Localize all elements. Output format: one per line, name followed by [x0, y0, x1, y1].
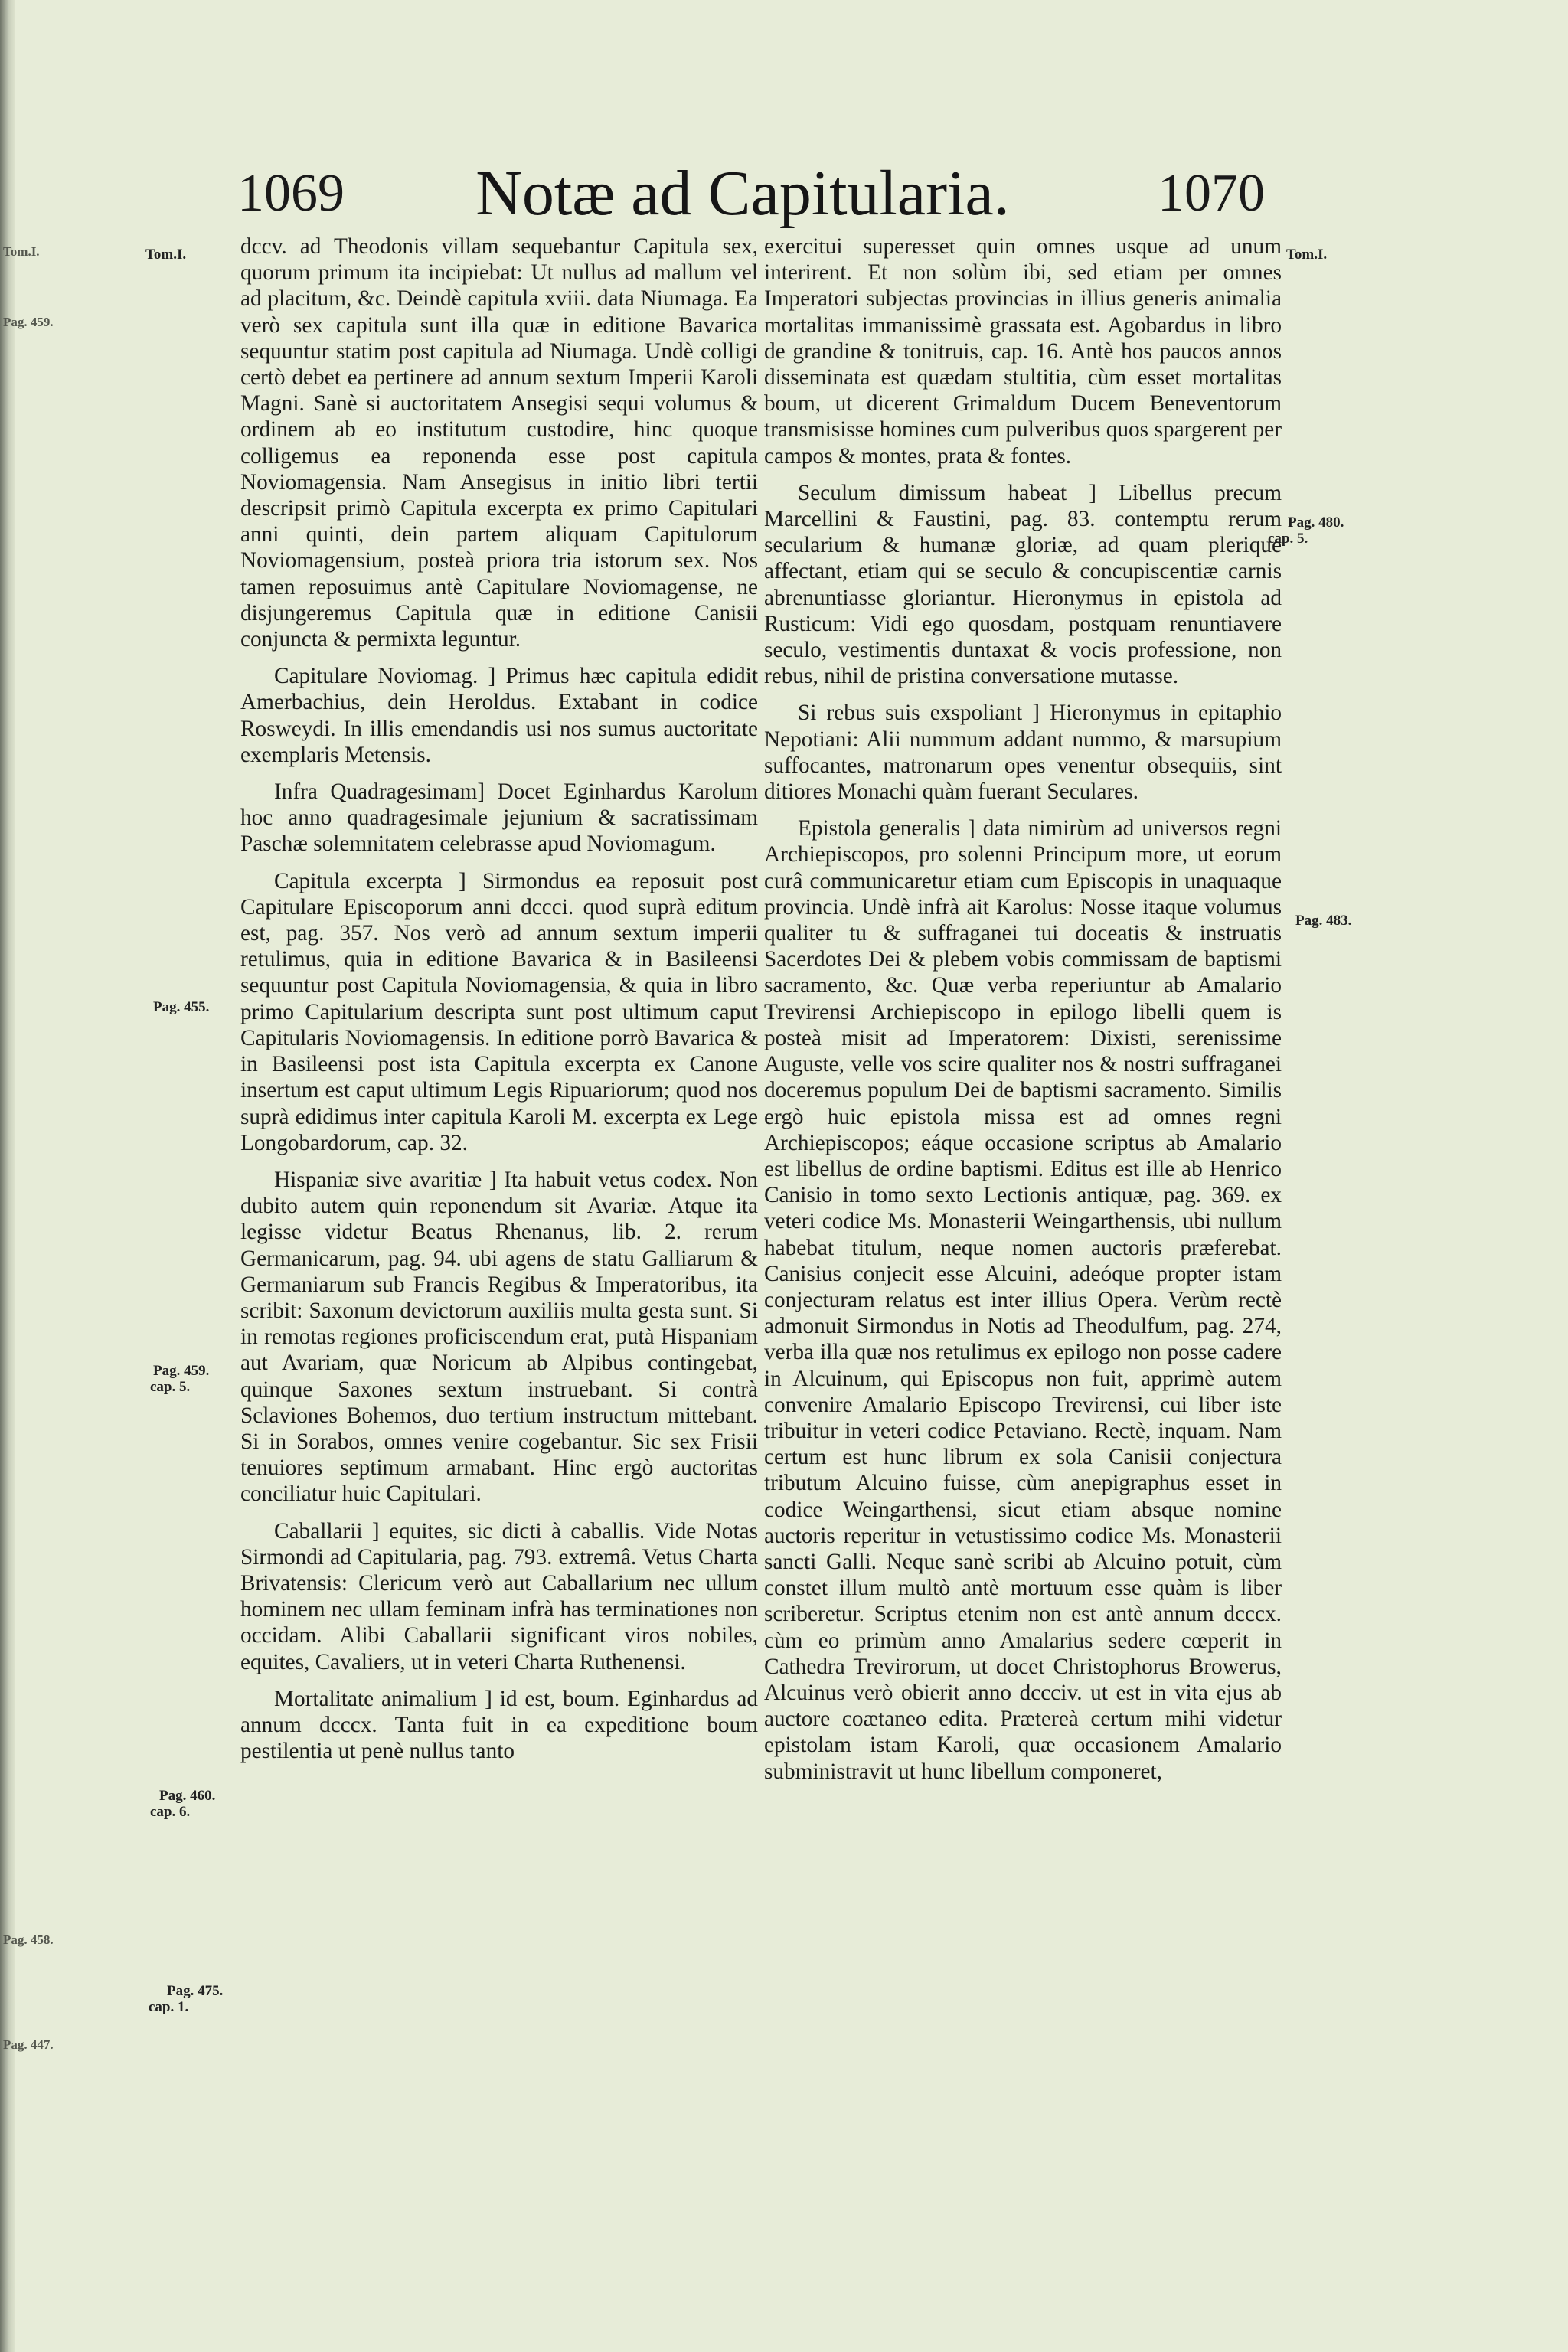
page-header — [0, 159, 1568, 236]
paragraph: Mortalitate animalium ] id est, boum. Eginhardus ad annum dcccx. Tanta fuit in ea expeditione boum pestilentia ut penè nullus tanto — [240, 1686, 758, 1764]
paragraph: Epistola generalis ] data nimirùm ad universos regni Archiepiscopos, pro solenni Principum more, ut eorum curâ communicaretur etiam cum Episcopis in unaquaque provincia. Undè infrà ait Karolus: Nosse itaque volumus qualiter tu & suffraganei tui doceatis & instruatis Sacerdotes Dei & plebem vobis commissam de baptismi sacramento, &c. Quæ verba reperiuntur ab Amalario Trevirensi Archiepiscopo in epilogo libelli quem is posteà misit ad Imperatorem: Dixisti, serenissime Auguste, velle vos scire qualiter nos & nostri suffraganei doceremus populum Dei de baptismi sacramento. Similis ergò huic epistola missa est ad omnes regni Archiepiscopos; eáque occasione scriptus ab Amalario est libellus de ordine baptismi. Editus est ille ab Henrico Canisio in tomo sexto Lectionis antiquæ, pag. 369. ex veteri codice Ms. Monasterii Weingarthensis, ubi nullum habebat titulum, neque nomen auctoris præferebat. Canisius conjecit esse Alcuini, adeóque propter istam conjecturam relatus est inter illius Opera. Verùm rectè admonuit Sirmondus in Notis ad Theodulfum, pag. 274, verba illa quæ nos retulimus ex epilogo non posse cadere in Alcuinum, qui Episcopus non fuit, apprimè autem convenire Amalario Episcopo Trevirensi, cui liber iste tribuitur in veteri codice Petaviano. Rectè, inquam. Nam certum est hunc librum ex sola Canisii conjectura tributum Alcuino fuisse, cùm anepigraphus esset in codice Weingarthensi, sicut etiam absque nomine auctoris reperitur in vetustissimo codice Ms. Monasterii sancti Galli. Neque sanè scribi ab Alcuino potuit, cùm constet illum multò antè mortuum esse quàm is liber scriberetur. Scriptus etenim non est antè annum dcccx. cùm eo primùm anno Amalarius sedere cœperit in Cathedra Trevirorum, ut docet Christophorus Browerus, Alcuinus verò obierit anno dccciv. ut est in vita ejus ab auctore coætaneo edita. Prætereà certum mihi videtur epistolam istam Karoli, quæ occasionem Amalario subministravit ut hunc libellum componeret, — [764, 816, 1282, 1784]
prev-margin-note: Pag. 447. — [3, 2037, 54, 2052]
margin-note-page: Pag. 455. — [153, 999, 210, 1015]
running-title: Notæ ad Capitularia. — [475, 158, 1010, 229]
margin-note-chapter: cap. 6. — [150, 1804, 191, 1820]
margin-note-page: Pag. 480. — [1288, 514, 1344, 531]
prev-margin-note: Tom.I. — [3, 244, 40, 259]
right-text-column — [764, 234, 1282, 1788]
paragraph: Caballarii ] equites, sic dicti à caballis. Vide Notas Sirmondi ad Capitularia, pag. 793. extremâ. Vetus Charta Brivatensis: Clericum verò aut Caballarium nec ullum hominem nec ullam feminam infrà has terminationes non occidam. Alibi Caballarii significant viros nobiles, equites, Cavaliers, ut in veteri Charta Ruthenensi. — [240, 1518, 758, 1674]
margin-note-chapter: cap. 5. — [150, 1379, 191, 1395]
margin-note-volume: Tom.I. — [1286, 247, 1328, 263]
prev-margin-note: Pag. 458. — [3, 1932, 54, 1947]
paragraph: exercitui superesset quin omnes usque ad unum interirent. Et non solùm ibi, sed etiam per omnes Imperatori subjectas provincias in illius generis animalia mortalitas immanissimè grassata est. Agobardus in libro de grandine & tonitruis, cap. 16. Antè hos paucos annos disseminata est quædam stultitia, cùm esset mortalitas boum, ut dicerent Grimaldum Ducem Beneventorum transmisisse homines cum pulveribus quos spargerent per campos & montes, prata & fontes. — [764, 234, 1282, 469]
margin-note-chapter: cap. 1. — [149, 1999, 189, 2015]
paragraph: Hispaniæ sive avaritiæ ] Ita habuit vetus codex. Non dubito autem quin reponendum sit Avariæ. Atque ita legisse videtur Beatus Rhenanus, lib. 2. rerum Germanicarum, pag. 94. ubi agens de statu Galliarum & Germaniarum sub Francis Regibus & Imperatoribus, ita scribit: Saxonum devictorum auxiliis multa gesta sunt. Si in remotas regiones proficiscendum erat, putà Hispaniam aut Avariam, quæ Noricum ab Alpibus contingebat, quinque Saxones sextum instruebant. Si contrà Sclaviones Bohemos, duo tertium instructum mittebant. Si in Sorabos, omnes venire cogebantur. Sic sex Frisii tenuiores septimum armabant. Hinc ergò auctoritas conciliatur huic Capitulari. — [240, 1167, 758, 1507]
margin-note-page: Pag. 459. — [153, 1363, 210, 1379]
margin-note-volume: Tom.I. — [145, 247, 187, 263]
page-number-right: 1070 — [1158, 164, 1265, 223]
paragraph: Capitulare Noviomag. ] Primus hæc capitula edidit Amerbachius, dein Heroldus. Extabant in codice Rosweydi. In illis emendandis usi nos sumus auctoritate exemplaris Metensis. — [240, 664, 758, 767]
margin-note-page: Pag. 460. — [159, 1788, 216, 1804]
paragraph: dccv. ad Theodonis villam sequebantur Capitula sex, quorum primum ita incipiebat: Ut nullus ad mallum vel ad placitum, &c. Deindè capitula xviii. data Niumaga. Ea verò sex capitula sunt illa quæ in editione Bavarica sequuntur statim post capitula ad Niumaga. Undè colligi certò debet ea pertinere ad annum sextum Imperii Karoli Magni. Sanè si auctoritatem Ansegisi sequi volumus & ordinem ab eo institutum custodire, hinc quoque colligemus ea reponenda esse post capitula Noviomagensia. Nam Ansegisus in initio libri tertii descripsit primò Capitula excerpta ex primo Capitulari anni quinti, dein partem aliquam Capitulorum Noviomagensium, posteà priora tria istorum sex. Nos tamen reposuimus antè Capitulare Noviomagense, ne disjungeremus Capitula quæ in editione Canisii conjuncta & permixta leguntur. — [240, 234, 758, 652]
left-text-column — [240, 234, 758, 1767]
margin-note-chapter: cap. 5. — [1268, 531, 1308, 547]
paragraph: Si rebus suis exspoliant ] Hieronymus in epitaphio Nepotiani: Alii nummum addant nummo, & marsupium suffocantes, matronarum opes venentur obsequiis, sint ditiores Monachi quàm fuerant Seculares. — [764, 701, 1282, 805]
paragraph: Seculum dimissum habeat ] Libellus precum Marcellini & Faustini, pag. 83. contemptu rerum secularium & humanæ gloriæ, ad quam plerique affectant, etiam qui se seculo & concupiscentiæ carnis abrenuntiasse gloriantur. Hieronymus in epistola ad Rusticum: Vidi ego quosdam, postquam renuntiavere seculo, vestimentis duntaxat & vocis professione, non rebus, nihil de pristina conversatione mutasse. — [764, 480, 1282, 689]
margin-note-page: Pag. 483. — [1295, 913, 1352, 929]
margin-note-page: Pag. 475. — [167, 1983, 224, 1999]
prev-margin-note: Pag. 459. — [3, 315, 54, 329]
paragraph: Capitula excerpta ] Sirmondus ea reposuit post Capitulare Episcoporum anni dccci. quod suprà editum est, pag. 357. Nos verò ad annum sextum imperii retulimus, quia in editione Bavarica & in Basileensi sequuntur post Capitula Noviomagensia, & quia in libro primo Capitularium descripta sunt post ultimum caput Capitularis Noviomagensis. In editione porrò Bavarica & in Basileensi post ista Capitula excerpta ex Canone insertum est caput ultimum Legis Ripuariorum; quod nos suprà edidimus inter capitula Karoli M. excerpta ex Lege Longobardorum, cap. 32. — [240, 868, 758, 1155]
paragraph: Infra Quadragesimam] Docet Eginhardus Karolum hoc anno quadragesimale jejunium & sacratissimam Paschæ solemnitatem celebrasse apud Noviomagum. — [240, 779, 758, 857]
page-number-left: 1069 — [237, 164, 345, 223]
previous-page-margin-notes — [3, 230, 54, 2144]
